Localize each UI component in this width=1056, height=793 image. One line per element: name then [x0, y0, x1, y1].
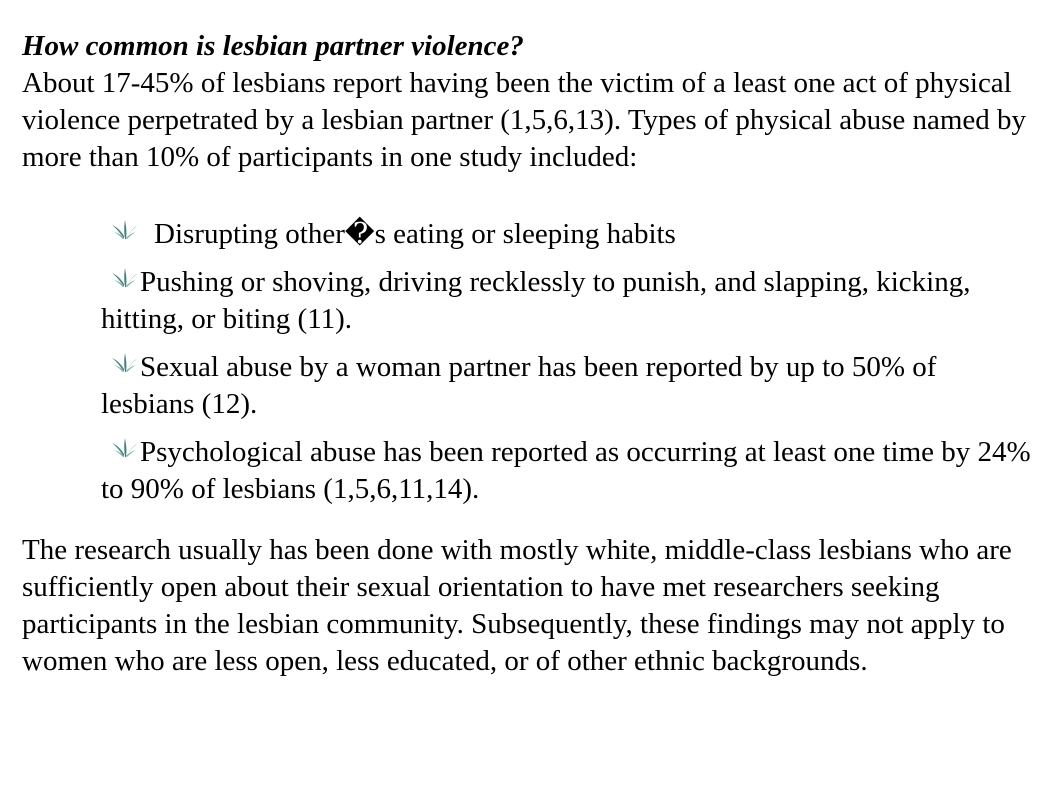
intro-paragraph: About 17-45% of lesbians report having been the victim of a least one act of physical violence perpetrated by a lesbian partner (1,5,6,13). Types of physical abuse named by more than 10% of participants in one study included:: [22, 67, 1027, 173]
leaf-bullet-icon: [110, 219, 140, 241]
article-content: [22, 28, 1032, 680]
section-heading: How common is lesbian partner violence?: [22, 30, 524, 62]
list-item: [101, 349, 1032, 423]
list-item: [101, 264, 1032, 338]
list-item-text: Sexual abuse by a woman partner has been reported by up to 50% of lesbians (12).: [101, 351, 937, 420]
leaf-bullet-icon: [110, 437, 140, 459]
leaf-bullet-icon: [110, 352, 140, 374]
list-item: [101, 434, 1032, 508]
abuse-types-list: [22, 216, 1032, 508]
leaf-bullet-icon: [110, 267, 140, 289]
list-item-text: Disrupting other�s eating or sleeping habits: [154, 218, 676, 250]
list-item-text: Pushing or shoving, driving recklessly to punish, and slapping, kicking, hitting, or biting (11).: [101, 266, 971, 335]
list-item: [101, 216, 1032, 253]
closing-paragraph: The research usually has been done with mostly white, middle-class lesbians who are sufficiently open about their sexual orientation to have met researchers seeking participants in the lesbian community. Subsequently, these findings may not apply to women who are less open, less educated, or of other ethnic backgrounds.: [22, 534, 1012, 677]
list-item-text: Psychological abuse has been reported as occurring at least one time by 24% to 90% of lesbians (1,5,6,11,14).: [101, 436, 1031, 505]
